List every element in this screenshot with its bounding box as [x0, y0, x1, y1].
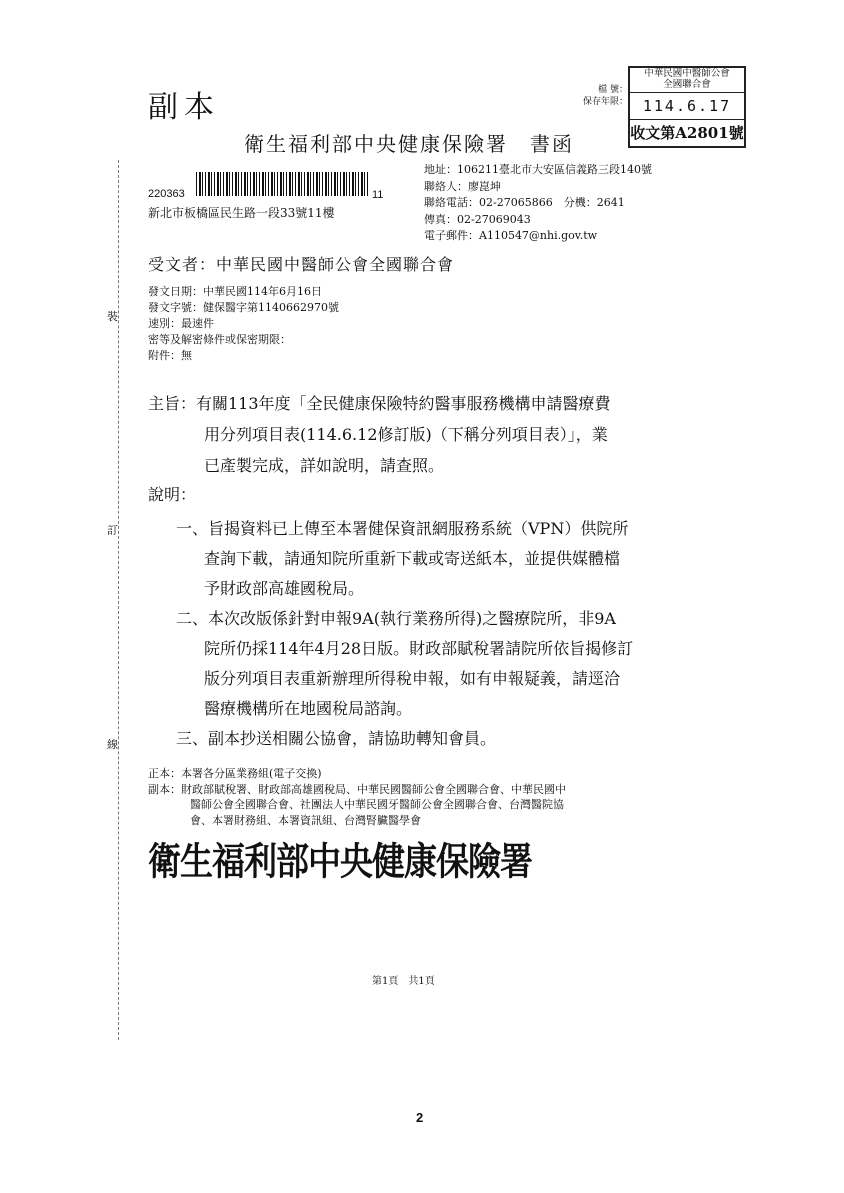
contact-email: 電子郵件：A110547@nhi.gov.tw — [424, 229, 598, 242]
binding-mark-3: 線 — [107, 738, 118, 751]
stamp-org — [630, 68, 744, 93]
attachment: 附件：無 — [148, 349, 192, 362]
stamp-org-line2: 全國聯合會 — [663, 79, 711, 90]
copy-mark: 副本 — [148, 90, 220, 125]
binding-margin-line — [118, 160, 119, 1040]
urgency: 速別：最速件 — [148, 317, 214, 330]
original-recipients: 正本：本署各分區業務組(電子交換) — [148, 767, 322, 780]
subject-line2: 用分列項目表(114.6.12修訂版)（下稱分列項目表）」，業 — [204, 425, 608, 444]
postal-barcode — [196, 172, 368, 196]
retention-label: 保存年限： — [582, 97, 628, 107]
description-item-1-line2: 查詢下載，請通知院所重新下載或寄送紙本，並提供媒體檔 — [204, 549, 621, 568]
document-meta — [148, 284, 339, 364]
recipient: 受文者：中華民國中醫師公會全國聯合會 — [148, 255, 455, 274]
description-item — [176, 724, 633, 754]
copy-recipients-line2: 醫師公會全國聯合會、社團法人中華民國牙醫師公會全國聯合會、台灣醫院協 — [190, 798, 564, 811]
subject-line1: 主旨：有關113年度「全民健康保險特約醫事服務機構申請醫療費 — [148, 394, 611, 413]
sender-contact — [424, 162, 652, 245]
description-item-1-line1: 一、旨揭資料已上傳至本署健保資訊網服務系統（VPN）供院所 — [176, 519, 629, 538]
stamp-receipt-no: 收文第A2801號 — [630, 124, 744, 142]
agency-seal-text: 衛生福利部中央健康保險署 — [148, 838, 532, 884]
description-label: 說明： — [148, 485, 197, 504]
archive-no-label: 檔 號： — [598, 85, 628, 95]
subject-line3: 已產製完成，詳如說明，請查照。 — [204, 456, 445, 475]
contact-address: 地址：106211臺北市大安區信義路三段140號 — [424, 163, 652, 176]
zip-code: 220363 — [148, 188, 185, 200]
subject — [148, 388, 708, 481]
barcode-suffix: 11 — [372, 189, 384, 201]
contact-person: 聯絡人：廖崑坤 — [424, 179, 501, 193]
archive-labels — [566, 84, 628, 108]
issue-date: 發文日期：中華民國114年6月16日 — [148, 285, 322, 298]
description-item-2-line3: 版分列項目表重新辦理所得稅申報，如有申報疑義，請逕洽 — [204, 669, 621, 688]
binding-mark-1: 裝 — [107, 310, 118, 323]
mailing-address: 新北市板橋區民生路一段33號11樓 — [148, 206, 335, 220]
receipt-stamp — [628, 66, 746, 148]
confidentiality: 密等及解密條件或保密期限： — [148, 333, 291, 346]
description-item-1-line3: 予財政部高雄國稅局。 — [204, 579, 365, 598]
stamp-org-line1: 中華民國中醫師公會 — [644, 68, 730, 79]
page-number: 2 — [416, 1110, 424, 1125]
description-item — [176, 514, 633, 604]
copy-recipients-line1: 副本：財政部賦稅署、財政部高雄國稅局、中華民國醫師公會全國聯合會、中華民國中 — [148, 782, 566, 796]
contact-phone: 聯絡電話：02-27065866 分機：2641 — [424, 196, 625, 209]
copy-recipients-line3: 會、本署財務組、本署資訊組、台灣腎臟醫學會 — [190, 813, 421, 827]
contact-fax: 傳真：02-27069043 — [424, 212, 531, 226]
description-item-2-line4: 醫療機構所在地國稅局諮詢。 — [204, 699, 413, 718]
description-item-2-line1: 二、本次改版係針對申報9A(執行業務所得)之醫療院所，非9A — [176, 609, 616, 628]
page-info: 第1頁 共1頁 — [372, 976, 435, 987]
document-title: 衛生福利部中央健康保險署 書函 — [244, 132, 574, 156]
description-items — [176, 514, 633, 754]
stamp-date: 114.6.17 — [630, 93, 744, 120]
description-item-3-line1: 三、副本抄送相關公協會，請協助轉知會員。 — [176, 729, 497, 748]
distribution — [148, 766, 566, 828]
description-item — [176, 604, 633, 724]
binding-mark-2: 訂 — [107, 524, 118, 537]
description-item-2-line2: 院所仍採114年4月28日版。財政部賦稅署請院所依旨揭修訂 — [204, 639, 634, 658]
issue-number: 發文字號：健保醫字第1140662970號 — [148, 301, 339, 314]
